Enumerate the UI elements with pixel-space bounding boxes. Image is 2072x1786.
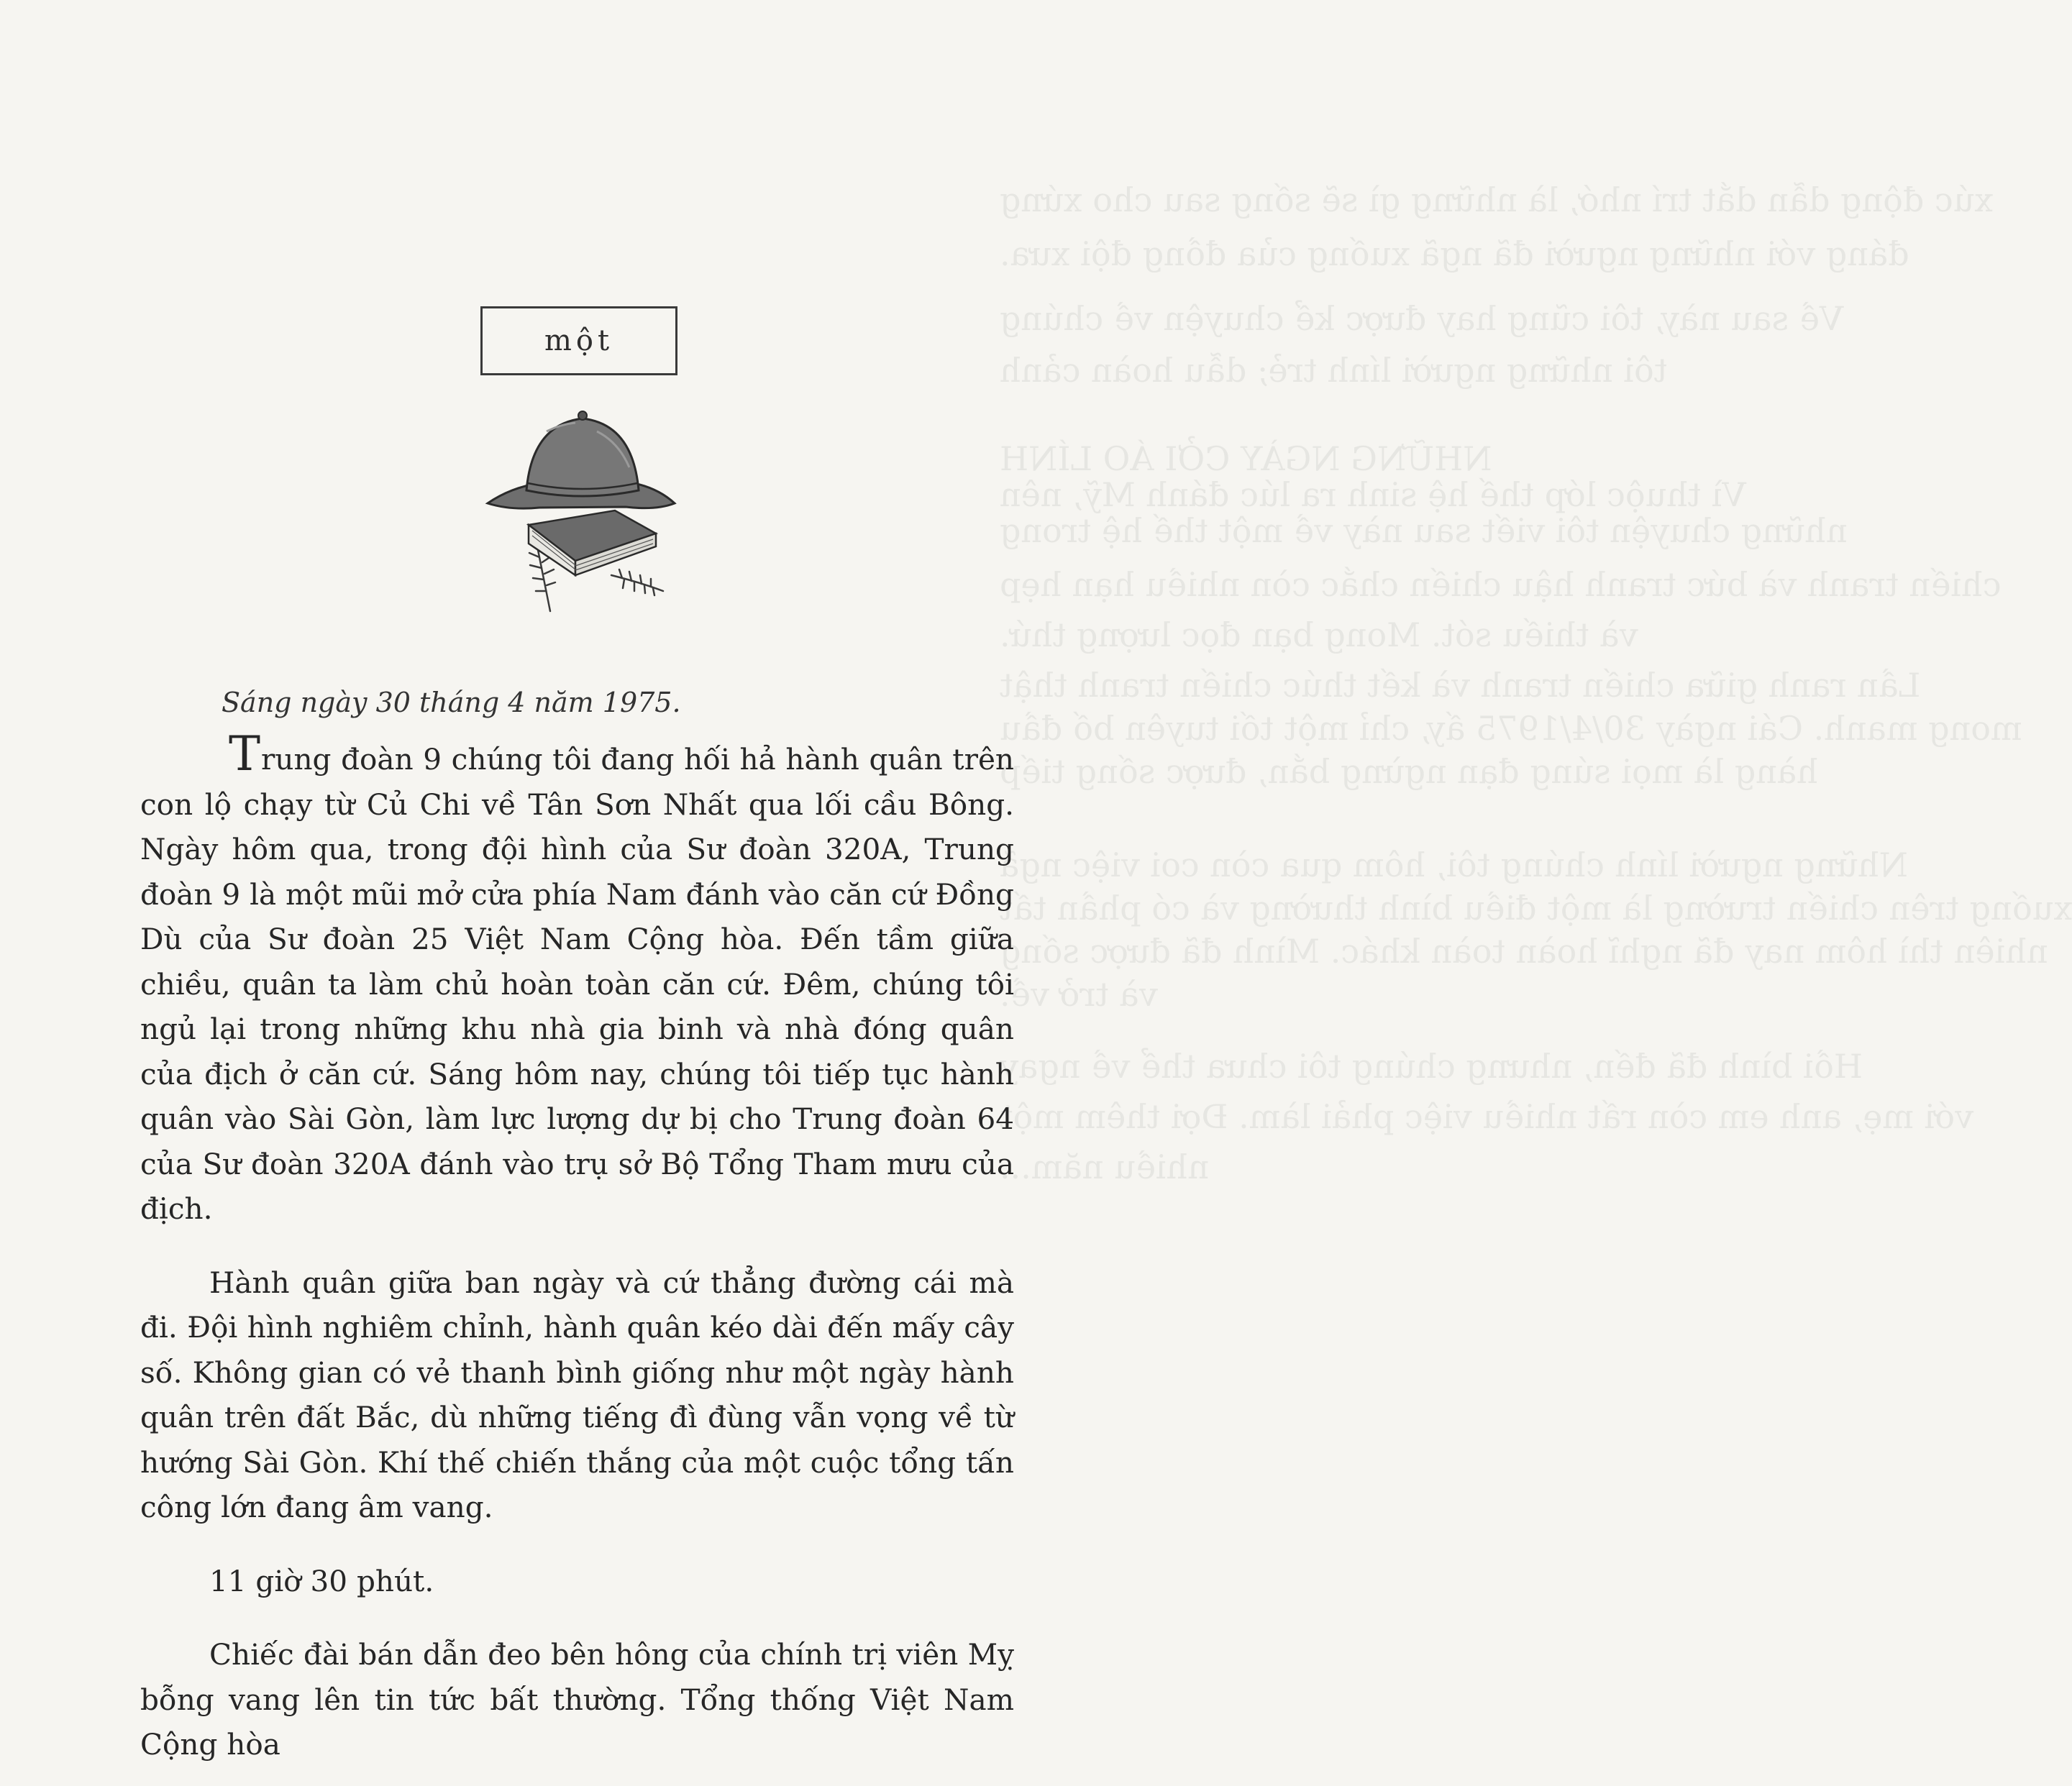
chapter-body (140, 726, 1014, 1767)
bleed-line: đáng với những người đã ngã xuống của đồng đội xưa. (1000, 234, 1909, 273)
bleed-line: hàng là mọi súng đạn ngừng bắn, được sống tiếp (1000, 752, 1818, 791)
bleed-line: nhiên thì hôm nay đã nghĩ hoàn toàn khác. Mình đã được sống (1000, 932, 2048, 971)
bleed-line: mong manh. Cái ngày 30/4/1975 ấy, chỉ một tối tuyên bố đầu (1000, 709, 2022, 748)
paragraph-text: rung đoàn 9 chúng tôi đang hối hả hành quân trên con lộ chạy từ Củ Chi về Tân Sơn Nhất qua lối cầu Bông. Ngày hôm qua, trong đội hình của Sư đoàn 320A, Trung đoàn 9 là một mũi mở cửa phía Nam đánh vào căn cứ Đồng Dù của Sư đoàn 25 Việt Nam Cộng hòa. Đến tầm giữa chiều, quân ta làm chủ hoàn toàn căn cứ. Đêm, chúng tôi ngủ lại trong những khu nhà gia binh và nhà đóng quân của địch ở căn cứ. Sáng hôm nay, chúng tôi tiếp tục hành quân vào Sài Gòn, làm lực lượng dự bị cho Trung đoàn 64 của Sư đoàn 320A đánh vào trụ sở Bộ Tổng Tham mưu của địch. (140, 742, 1014, 1226)
bleed-line: Hồi bình đã đến, nhưng chúng tôi chưa thể về ngay (1000, 1047, 1863, 1086)
bleed-line: và thiếu sót. Mong bạn đọc lượng thứ. (1000, 615, 1638, 654)
bleed-line: nhiều năm... (1000, 1148, 1210, 1186)
bleed-line: xuống trên chiến trường là một điều bình thường và có phần tất (1000, 889, 2072, 928)
bleed-line: NHỮNG NGÀY CỞI ÁO LÍNH (1000, 439, 1492, 478)
helmet-and-book-illustration (467, 403, 698, 647)
bleed-line: Về sau này, tôi cũng hay được kể chuyện về chúng (1000, 299, 1844, 338)
paragraph: 11 giờ 30 phút. (209, 1563, 434, 1598)
bleed-line: và trở về. (1000, 975, 1158, 1014)
bleed-line: chiến tranh và bức tranh hậu chiến chắc còn nhiều hạn hẹp (1000, 565, 2002, 604)
drop-cap: T (229, 726, 261, 782)
paragraph (140, 726, 1014, 1232)
book-icon (529, 510, 656, 575)
bleed-line: xúc động dẫn dắt trí nhớ, là những gì sẽ sống sau cho xứng (1000, 180, 1994, 219)
pith-helmet-icon (488, 411, 675, 508)
paragraph: Hành quân giữa ban ngày và cứ thẳng đường cái mà đi. Đội hình nghiêm chỉnh, hành quân kéo dài đến mấy cây số. Không gian có vẻ thanh bình giống như một ngày hành quân trên đất Bắc, dù những tiếng đì đùng vẫn vọng về từ hướng Sài Gòn. Khí thế chiến thắng của một cuộc tổng tấn công lớn đang âm vang. (140, 1265, 1014, 1524)
bleed-line: Lần ranh giữa chiến tranh và kết thúc chiến tranh thật (1000, 666, 1921, 705)
bleed-line: những chuyện tôi viết sau này về một thế hệ trong (1000, 511, 1848, 550)
date-line: Sáng ngày 30 tháng 4 năm 1975. (222, 687, 681, 718)
bleed-line: với mẹ, anh em còn rất nhiều việc phải làm. Đợi thêm một (1000, 1097, 1974, 1136)
chapter-label: một (544, 324, 614, 357)
bleed-line: Vì thuộc lớp thế hệ sinh ra lúc đánh Mỹ, nên (1000, 475, 1746, 514)
paragraph: Chiếc đài bán dẫn đeo bên hông của chính trị viên Mỵ bỗng vang lên tin tức bất thường. Tổng thống Việt Nam Cộng hòa (140, 1637, 1014, 1762)
chapter-heading-box (480, 306, 677, 375)
bleed-line: Những người lính chúng tôi, hôm qua còn coi việc ngã (1000, 846, 1909, 884)
bleed-line: tôi những người lính trẻ; dẫu hoàn cảnh (1000, 351, 1668, 390)
